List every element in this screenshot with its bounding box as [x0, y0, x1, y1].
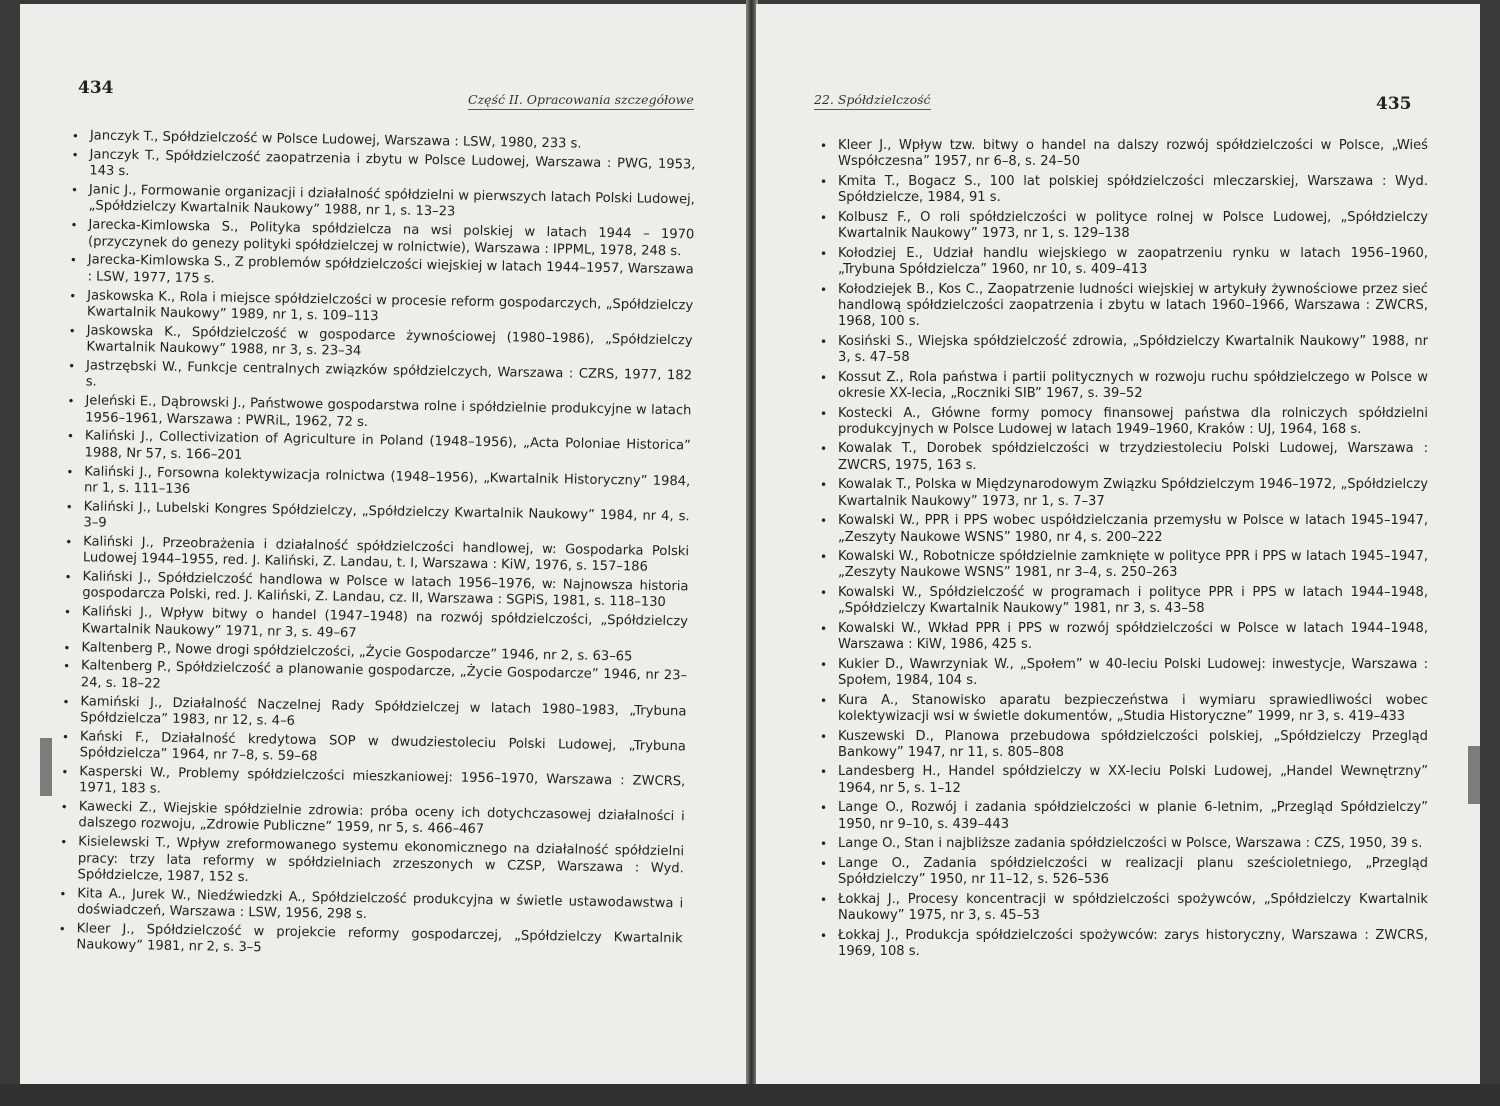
- bibliography-entry: • Łokkaj J., Produkcja spółdzielczości spożywców: zarys historyczny, Warszawa : ZWCRS, 1969, 108 s.: [816, 928, 1428, 961]
- bibliography-entry: • Kowalski W., Spółdzielczość w programach i polityce PPR i PPS w latach 1944–1948, „Spółdzielczy Kwartalnik Naukowy” 1981, nr 3, s. 43–58: [816, 585, 1428, 618]
- bibliography-entry: • Janczyk T., Spółdzielczość w Polsce Ludowej, Warszawa : LSW, 1980, 233 s.: [68, 128, 696, 155]
- bibliography-list: [54, 128, 696, 967]
- bibliography-entry: • Kostecki A., Główne formy pomocy finansowej państwa dla rolniczych spółdzielni produkcyjnych w Polsce Ludowej w latach 1949–1960, Kraków : UJ, 1964, 168 s.: [816, 406, 1428, 439]
- bibliography-entry: • Kołodziej E., Udział handlu wiejskiego w zaopatrzeniu rynku w latach 1956–1960, „Trybuna Spółdzielcza” 1960, nr 10, s. 409–413: [816, 246, 1428, 279]
- page-number: 435: [1376, 94, 1412, 114]
- bibliography-entry: • Kleer J., Wpływ tzw. bitwy o handel na dalszy rozwój spółdzielczości w Polsce, „Wieś Współczesna” 1957, nr 6–8, s. 24–50: [816, 138, 1428, 171]
- bibliography-entry: • Kleer J., Spółdzielczość w projekcie reformy gospodarczej, „Spółdzielczy Kwartalnik Naukowy” 1981, nr 2, s. 3–5: [54, 921, 682, 964]
- bibliography-entry: • Kossut Z., Rola państwa i partii politycznych w rozwoju ruchu spółdzielczego w Polsce w okresie XX-lecia, „Roczniki SIB” 1967, s. 39–52: [816, 370, 1428, 403]
- scanner-shadow: [0, 1084, 1500, 1106]
- bibliography-list: [816, 138, 1428, 963]
- bibliography-entry: • Kaliński J., Spółdzielczość handlowa w Polsce w latach 1956–1976, w: Najnowsza historia gospodarcza Polski, red. J. Kaliński, Z. Landau, cz. II, Warszawa : SGPiS, 1981, s. 118–130: [60, 569, 688, 612]
- bibliography-entry: • Jeleński E., Dąbrowski J., Państwowe gospodarstwa rolne i spółdzielnie produkcyjne w latach 1956–1961, Warszawa : PWRiL, 1962, 72 s.: [63, 393, 691, 436]
- bibliography-entry: • Kaliński J., Forsowna kolektywizacja rolnictwa (1948–1956), „Kwartalnik Historyczny” 1984, nr 1, s. 111–136: [62, 464, 690, 507]
- bibliography-entry: • Lange O., Stan i najbliższe zadania spółdzielczości w Polsce, Warszawa : CZS, 1950, 39 s.: [816, 836, 1428, 852]
- bibliography-entry: • Kaliński J., Collectivization of Agriculture in Poland (1948–1956), „Acta Poloniae Historica” 1988, Nr 57, s. 166–201: [62, 428, 690, 471]
- bibliography-entry: • Kaliński J., Lubelski Kongres Spółdzielczy, „Spółdzielczy Kwartalnik Naukowy” 1984, nr 4, s. 3–9: [61, 499, 689, 542]
- bibliography-entry: • Kołodziejek B., Kos C., Zaopatrzenie ludności wiejskiej w artykuły żywnościowe przez sieć handlową spółdzielczości zaopatrzenia i zbytu w latach 1960–1966, Warszawa : ZWCRS, 1968, 100 s.: [816, 282, 1428, 331]
- page-edge-tab: [40, 738, 52, 796]
- bibliography-entry: • Kmita T., Bogacz S., 100 lat polskiej spółdzielczości mleczarskiej, Warszawa : Wyd. Spółdzielcze, 1984, 91 s.: [816, 174, 1428, 207]
- bibliography-entry: • Kura A., Stanowisko aparatu bezpieczeństwa i wymiaru sprawiedliwości wobec kolektywizacji wsi w świetle dokumentów, „Studia Historyczne” 1999, nr 3, s. 419–433: [816, 693, 1428, 726]
- bibliography-entry: • Kawecki Z., Wiejskie spółdzielnie zdrowia: próba oceny ich dotychczasowej działalności i dalszego rozwoju, „Zdrowie Publiczne” 1959, nr 5, s. 466–467: [56, 799, 684, 842]
- bibliography-entry: • Jarecka-Kimlowska S., Z problemów spółdzielczości wiejskiej w latach 1944–1957, Warszawa : LSW, 1977, 175 s.: [65, 252, 693, 295]
- bibliography-entry: • Kasperski W., Problemy spółdzielczości mieszkaniowej: 1956–1970, Warszawa : ZWCRS, 1971, 183 s.: [57, 764, 685, 807]
- bibliography-entry: • Kosiński S., Wiejska spółdzielczość zdrowia, „Spółdzielczy Kwartalnik Naukowy” 1988, nr 3, s. 47–58: [816, 334, 1428, 367]
- bibliography-entry: • Kolbusz F., O roli spółdzielczości w polityce rolnej w Polsce Ludowej, „Spółdzielczy Kwartalnik Naukowy” 1973, nr 1, s. 129–138: [816, 210, 1428, 243]
- right-page: [756, 4, 1480, 1084]
- bibliography-entry: • Janic J., Formowanie organizacji i działalność spółdzielni w pierwszych latach Polski Ludowej, „Spółdzielczy Kwartalnik Naukowy” 1988, nr 1, s. 13–23: [67, 182, 695, 225]
- bibliography-entry: • Kaltenberg P., Spółdzielczość a planowanie gospodarcze, „Życie Gospodarcze” 1946, nr 23–24, s. 18–22: [59, 658, 687, 701]
- bibliography-entry: • Kowalski W., Wkład PPR i PPS w rozwój spółdzielczości w Polsce w latach 1944–1948, Warszawa : KiW, 1986, 425 s.: [816, 621, 1428, 654]
- bibliography-entry: • Kukier D., Wawrzyniak W., „Społem” w 40-leciu Polski Ludowej: inwestycje, Warszawa : Społem, 1984, 104 s.: [816, 657, 1428, 690]
- bibliography-entry: • Kowalski W., PPR i PPS wobec uspółdzielczania przemysłu w Polsce w latach 1945–1947, „Zeszyty Naukowe WSNS” 1980, nr 4, s. 200–222: [816, 513, 1428, 546]
- bibliography-entry: • Kowalski W., Robotnicze spółdzielnie zamknięte w polityce PPR i PPS w latach 1945–1947, „Zeszyty Naukowe WSNS” 1981, nr 3–4, s. 250–263: [816, 549, 1428, 582]
- bibliography-entry: • Kaliński J., Przeobrażenia i działalność spółdzielczości handlowej, w: Gospodarka Polski Ludowej 1944–1955, red. J. Kaliński, Z. Landau, t. I, Warszawa : KiW, 1976, s. 157–186: [61, 534, 689, 577]
- bibliography-entry: • Jaskowska K., Rola i miejsce spółdzielczości w procesie reform gospodarczych, „Spółdzielczy Kwartalnik Naukowy” 1989, nr 1, s. 109–113: [65, 288, 693, 331]
- running-head: 22. Spółdzielczość: [814, 92, 931, 110]
- page-number: 434: [78, 78, 114, 98]
- left-page: [20, 4, 748, 1084]
- bibliography-entry: • Lange O., Rozwój i zadania spółdzielczości w planie 6-letnim, „Przegląd Spółdzielczy” 1950, nr 9–10, s. 439–443: [816, 800, 1428, 833]
- bibliography-entry: • Kowalak T., Dorobek spółdzielczości w trzydziestoleciu Polski Ludowej, Warszawa : ZWCRS, 1975, 163 s.: [816, 441, 1428, 474]
- bibliography-entry: • Jarecka-Kimlowska S., Polityka spółdzielcza na wsi polskiej w latach 1944 – 1970 (przyczynek do genezy polityki spółdzielczej w rolnictwie), Warszawa : IPPML, 1978, 248 s.: [66, 217, 694, 260]
- bibliography-entry: • Łokkaj J., Procesy koncentracji w spółdzielczości spożywców, „Spółdzielczy Kwartalnik Naukowy” 1975, nr 3, s. 45–53: [816, 892, 1428, 925]
- running-head: Część II. Opracowania szczegółowe: [468, 92, 694, 110]
- bibliography-entry: • Kowalak T., Polska w Międzynarodowym Związku Spółdzielczym 1946–1972, „Spółdzielczy Kwartalnik Naukowy” 1973, nr 1, s. 7–37: [816, 477, 1428, 510]
- bibliography-entry: • Landesberg H., Handel spółdzielczy w XX-leciu Polski Ludowej, „Handel Wewnętrzny” 1964, nr 5, s. 1–12: [816, 764, 1428, 797]
- bibliography-entry: • Kaltenberg P., Nowe drogi spółdzielczości, „Życie Gospodarcze” 1946, nr 2, s. 63–65: [59, 639, 687, 666]
- bibliography-entry: • Jastrzębski W., Funkcje centralnych związków spółdzielczych, Warszawa : CZRS, 1977, 182 s.: [64, 358, 692, 401]
- bibliography-entry: • Kański F., Działalność kredytowa SOP w dwudziestoleciu Polski Ludowej, „Trybuna Spółdzielcza” 1964, nr 7–8, s. 59–68: [57, 729, 685, 772]
- bibliography-entry: • Jaskowska K., Spółdzielczość w gospodarce żywnościowej (1980–1986), „Spółdzielczy Kwartalnik Naukowy” 1988, nr 3, s. 23–34: [64, 323, 692, 366]
- bibliography-entry: • Kaliński J., Wpływ bitwy o handel (1947–1948) na rozwój spółdzielczości, „Spółdzielczy Kwartalnik Naukowy” 1971, nr 3, s. 49–67: [60, 604, 688, 647]
- bibliography-entry: • Lange O., Zadania spółdzielczości w realizacji planu sześcioletniego, „Przegląd Spółdzielczy” 1950, nr 11–12, s. 526–536: [816, 856, 1428, 889]
- bibliography-entry: • Kuszewski D., Planowa przebudowa spółdzielczości polskiej, „Spółdzielczy Przegląd Bankowy” 1947, nr 11, s. 805–808: [816, 729, 1428, 762]
- bibliography-entry: • Kamiński J., Działalność Naczelnej Rady Spółdzielczej w latach 1980–1983, „Trybuna Spółdzielcza” 1983, nr 12, s. 4–6: [58, 694, 686, 737]
- page-edge-tab: [1468, 746, 1480, 804]
- bibliography-entry: • Kita A., Jurek W., Niedźwiedzki A., Spółdzielczość produkcyjna w świetle ustawodawstwa i doświadczeń, Warszawa : LSW, 1956, 298 s.: [55, 886, 683, 929]
- bibliography-entry: • Janczyk T., Spółdzielczość zaopatrzenia i zbytu w Polsce Ludowej, Warszawa : PWG, 1953, 143 s.: [67, 147, 695, 190]
- bibliography-entry: • Kisielewski T., Wpływ zreformowanego systemu ekonomicznego na działalność spółdzielni pracy: trzy lata reformy w spółdzielniach zrzeszonych w CZSP, Warszawa : Wyd. Spółdzielcze, 1987, 152 s.: [55, 834, 684, 893]
